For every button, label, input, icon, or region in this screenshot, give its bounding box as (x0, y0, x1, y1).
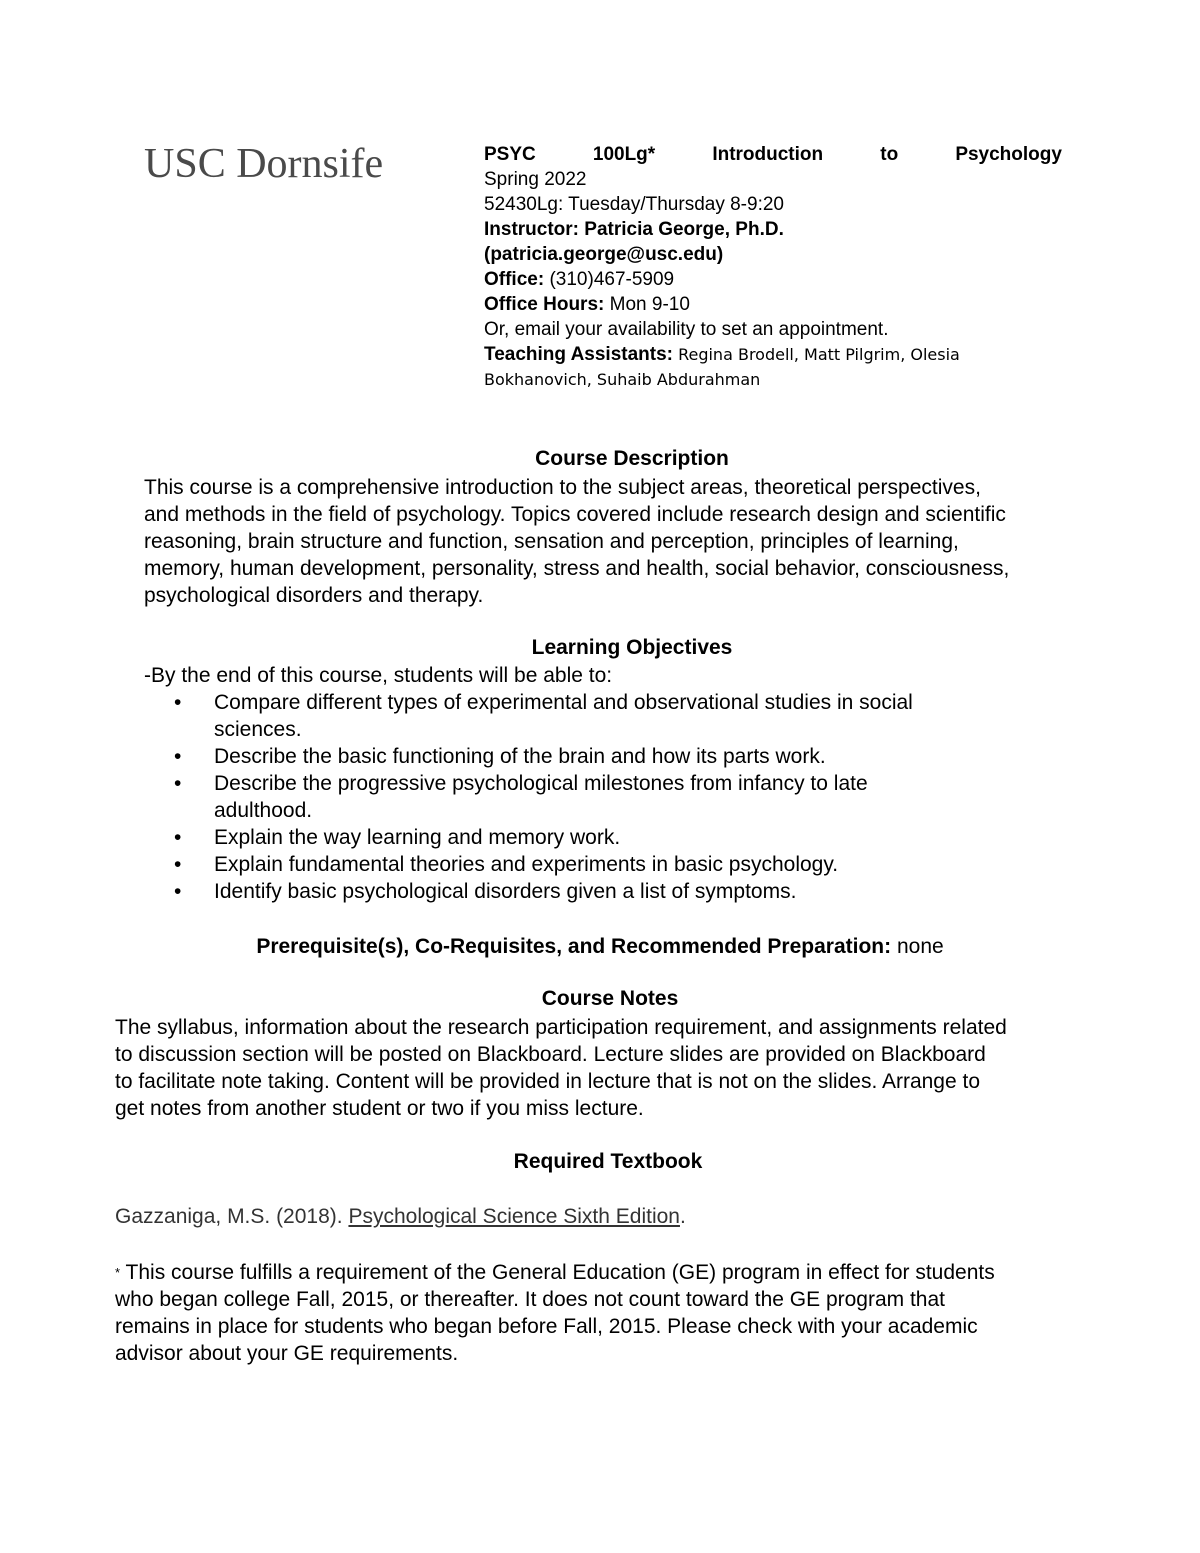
teaching-assistants-line (484, 342, 1062, 367)
ta-names-continued (484, 367, 1062, 392)
bullet: • (174, 691, 182, 714)
section-time: 52430Lg: Tuesday/Thursday 8-9:20 (484, 194, 784, 215)
bullet: • (174, 826, 182, 849)
text-line: get notes from another student or two if you miss lecture. (115, 1097, 644, 1120)
ta-names-2: Bokhanovich, Suhaib Abdurahman (484, 370, 761, 389)
text-line: advisor about your GE requirements. (115, 1342, 459, 1365)
prerequisites-line (0, 933, 1200, 960)
course-description-heading: Course Description (535, 447, 729, 470)
bullet: • (174, 772, 182, 795)
instructor-name: Patricia George, Ph.D. (579, 219, 784, 240)
list-item (144, 878, 1144, 905)
text-line: to facilitate note taking. Content will be provided in lecture that is not on the slides. Arrange to (115, 1070, 981, 1093)
office-line (484, 267, 1062, 292)
footnote-text: This course fulfills a requirement of the General Education (GE) program in effect for students (120, 1261, 995, 1284)
course-header (484, 142, 1062, 392)
instructor-email: (patricia.george@usc.edu) (484, 244, 724, 265)
bullet: • (174, 880, 182, 903)
text-line: memory, human development, personality, stress and health, social behavior, consciousness, (144, 557, 1010, 580)
text-line: and methods in the field of psychology. Topics covered include research design and scientific (144, 503, 1006, 526)
course-word: 100Lg* (592, 144, 656, 165)
list-item (144, 851, 1144, 878)
item-text: Explain fundamental theories and experiments in basic psychology. (214, 853, 839, 876)
course-notes-heading: Course Notes (541, 987, 679, 1010)
instructor-line (484, 217, 1062, 242)
textbook-title: Psychological Science Sixth Edition (348, 1205, 680, 1228)
learning-objectives-heading: Learning Objectives (531, 636, 733, 659)
course-title-line (484, 142, 1062, 167)
usc-dornsife-logo: USC Dornsife (144, 141, 384, 187)
item-text: sciences. (214, 718, 302, 741)
course-word: Introduction (712, 144, 824, 165)
item-text: Explain the way learning and memory work. (214, 826, 621, 849)
text-line (115, 1259, 1185, 1286)
text-line: remains in place for students who began before Fall, 2015. Please check with your academic (115, 1315, 978, 1338)
office-hours-value: Mon 9-10 (604, 294, 690, 315)
item-text: adulthood. (214, 799, 313, 822)
objectives-list (144, 689, 1144, 905)
text-line: reasoning, brain structure and function, sensation and perception, principles of learning, (144, 530, 959, 553)
course-word: to (880, 144, 899, 165)
course-description-text (144, 474, 1144, 609)
appointment-note: Or, email your availability to set an appointment. (484, 319, 889, 340)
bullet: • (174, 853, 182, 876)
course-word: Psychology (955, 144, 1062, 165)
office-label: Office: (484, 269, 545, 290)
item-text: Describe the basic functioning of the brain and how its parts work. (214, 745, 826, 768)
item-text: Describe the progressive psychological milestones from infancy to late (214, 772, 868, 795)
footnote-marker: * (115, 1265, 121, 1280)
text-line: who began college Fall, 2015, or thereafter. It does not count toward the GE program that (115, 1288, 946, 1311)
text-line: psychological disorders and therapy. (144, 584, 484, 607)
term: Spring 2022 (484, 169, 587, 190)
item-text: Compare different types of experimental and observational studies in social (214, 691, 913, 714)
office-hours-line (484, 292, 1062, 317)
text-line: to discussion section will be posted on Blackboard. Lecture slides are provided on Blackboard (115, 1043, 986, 1066)
text-line: This course is a comprehensive introduction to the subject areas, theoretical perspectives, (144, 476, 981, 499)
text-line: The syllabus, information about the research participation requirement, and assignments related (115, 1016, 1007, 1039)
required-textbook-heading: Required Textbook (513, 1150, 703, 1173)
ta-names: Regina Brodell, Matt Pilgrim, Olesia (673, 345, 960, 364)
ta-label: Teaching Assistants: (484, 344, 673, 365)
bullet: • (174, 745, 182, 768)
ge-footnote (115, 1259, 1185, 1367)
prerequisites-value: none (891, 935, 944, 958)
item-text: Identify basic psychological disorders given a list of symptoms. (214, 880, 797, 903)
course-word: PSYC (484, 144, 536, 165)
list-item (144, 689, 1144, 743)
textbook-citation (115, 1203, 1175, 1230)
learning-objectives (144, 662, 1144, 905)
office-phone: (310)467-5909 (544, 269, 675, 290)
instructor-label: Instructor: (484, 219, 579, 240)
objectives-intro: -By the end of this course, students will be able to: (144, 664, 613, 687)
list-item (144, 770, 1144, 824)
textbook-end: . (679, 1205, 686, 1228)
textbook-author: Gazzaniga, M.S. (2018). (115, 1205, 349, 1228)
list-item (144, 824, 1144, 851)
course-notes-text (115, 1014, 1175, 1122)
prerequisites-label: Prerequisite(s), Co-Requisites, and Recommended Preparation: (256, 935, 892, 958)
list-item (144, 743, 1144, 770)
office-hours-label: Office Hours: (484, 294, 605, 315)
